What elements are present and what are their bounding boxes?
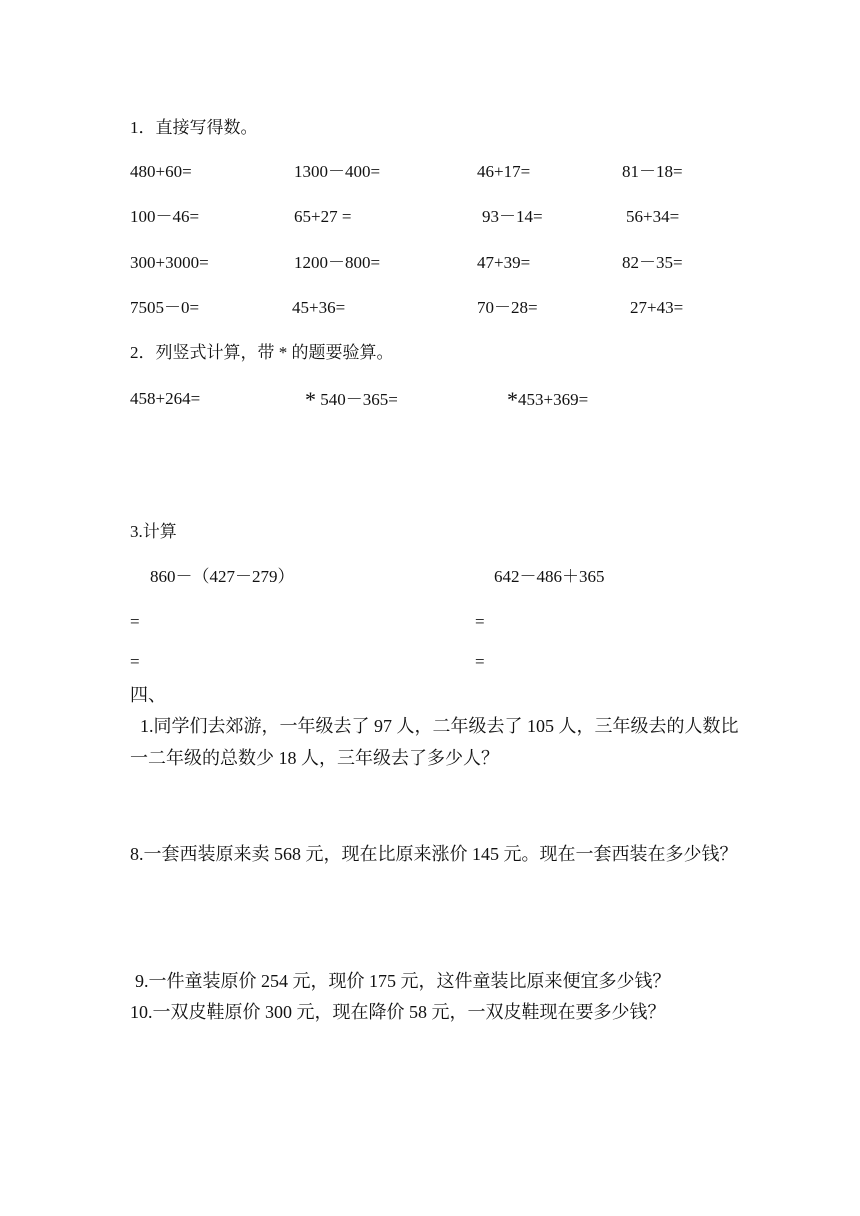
calc-expression: 540－365= <box>316 390 398 409</box>
calc-item: 56+34= <box>626 207 680 226</box>
equals-line: = <box>475 612 485 631</box>
vertical-calc-item <box>305 387 398 413</box>
word-problem: 10.一双皮鞋原价 300 元，现在降价 58 元，一双皮鞋现在要多少钱？ <box>130 1002 666 1022</box>
calc-item: 7505－0= <box>130 298 200 317</box>
calc-item: 27+43= <box>630 298 684 317</box>
section2-title: 2．列竖式计算，带 * 的题要验算。 <box>130 343 394 362</box>
star-mark: * <box>305 387 316 412</box>
calc-item: 65+27 = <box>294 207 352 226</box>
equals-line: = <box>475 652 485 671</box>
vertical-calc-item <box>130 389 200 409</box>
section3-title: 3.计算 <box>130 522 177 541</box>
calc-item: 46+17= <box>477 162 531 181</box>
calc-expression: 458+264= <box>130 389 201 408</box>
calc-item: 300+3000= <box>130 253 209 272</box>
word-problem: 9.一件童装原价 254 元，现价 175 元，这件童装比原来便宜多少钱？ <box>135 971 671 991</box>
calc-item: 93－14= <box>482 207 543 226</box>
word-problem: 8.一套西装原来卖 568 元，现在比原来涨价 145 元。现在一套西装在多少钱？ <box>130 844 738 864</box>
vertical-calc-item <box>507 387 588 413</box>
compute-expression-right: 642－486＋365 <box>494 567 605 586</box>
calc-expression: 453+369= <box>518 390 589 409</box>
calc-item: 82－35= <box>622 253 683 272</box>
equals-line: = <box>130 612 140 631</box>
star-mark: * <box>507 387 518 412</box>
calc-item: 70－28= <box>477 298 538 317</box>
calc-item: 1300－400= <box>294 162 381 181</box>
calc-item: 45+36= <box>292 298 346 317</box>
calc-item: 100－46= <box>130 207 200 226</box>
calc-item: 1200－800= <box>294 253 381 272</box>
word-problem: 1.同学们去郊游，一年级去了 97 人，二年级去了 105 人，三年级去的人数比一二年级的总数少 18 人，三年级去了多少人？ <box>130 716 739 768</box>
equals-line: = <box>130 652 140 671</box>
section4-title: 四、 <box>130 685 166 705</box>
calc-item: 81－18= <box>622 162 683 181</box>
compute-expression-left: 860－（427－279） <box>150 567 295 586</box>
calc-item: 480+60= <box>130 162 192 181</box>
section1-title: 1．直接写得数。 <box>130 118 258 137</box>
calc-item: 47+39= <box>477 253 531 272</box>
